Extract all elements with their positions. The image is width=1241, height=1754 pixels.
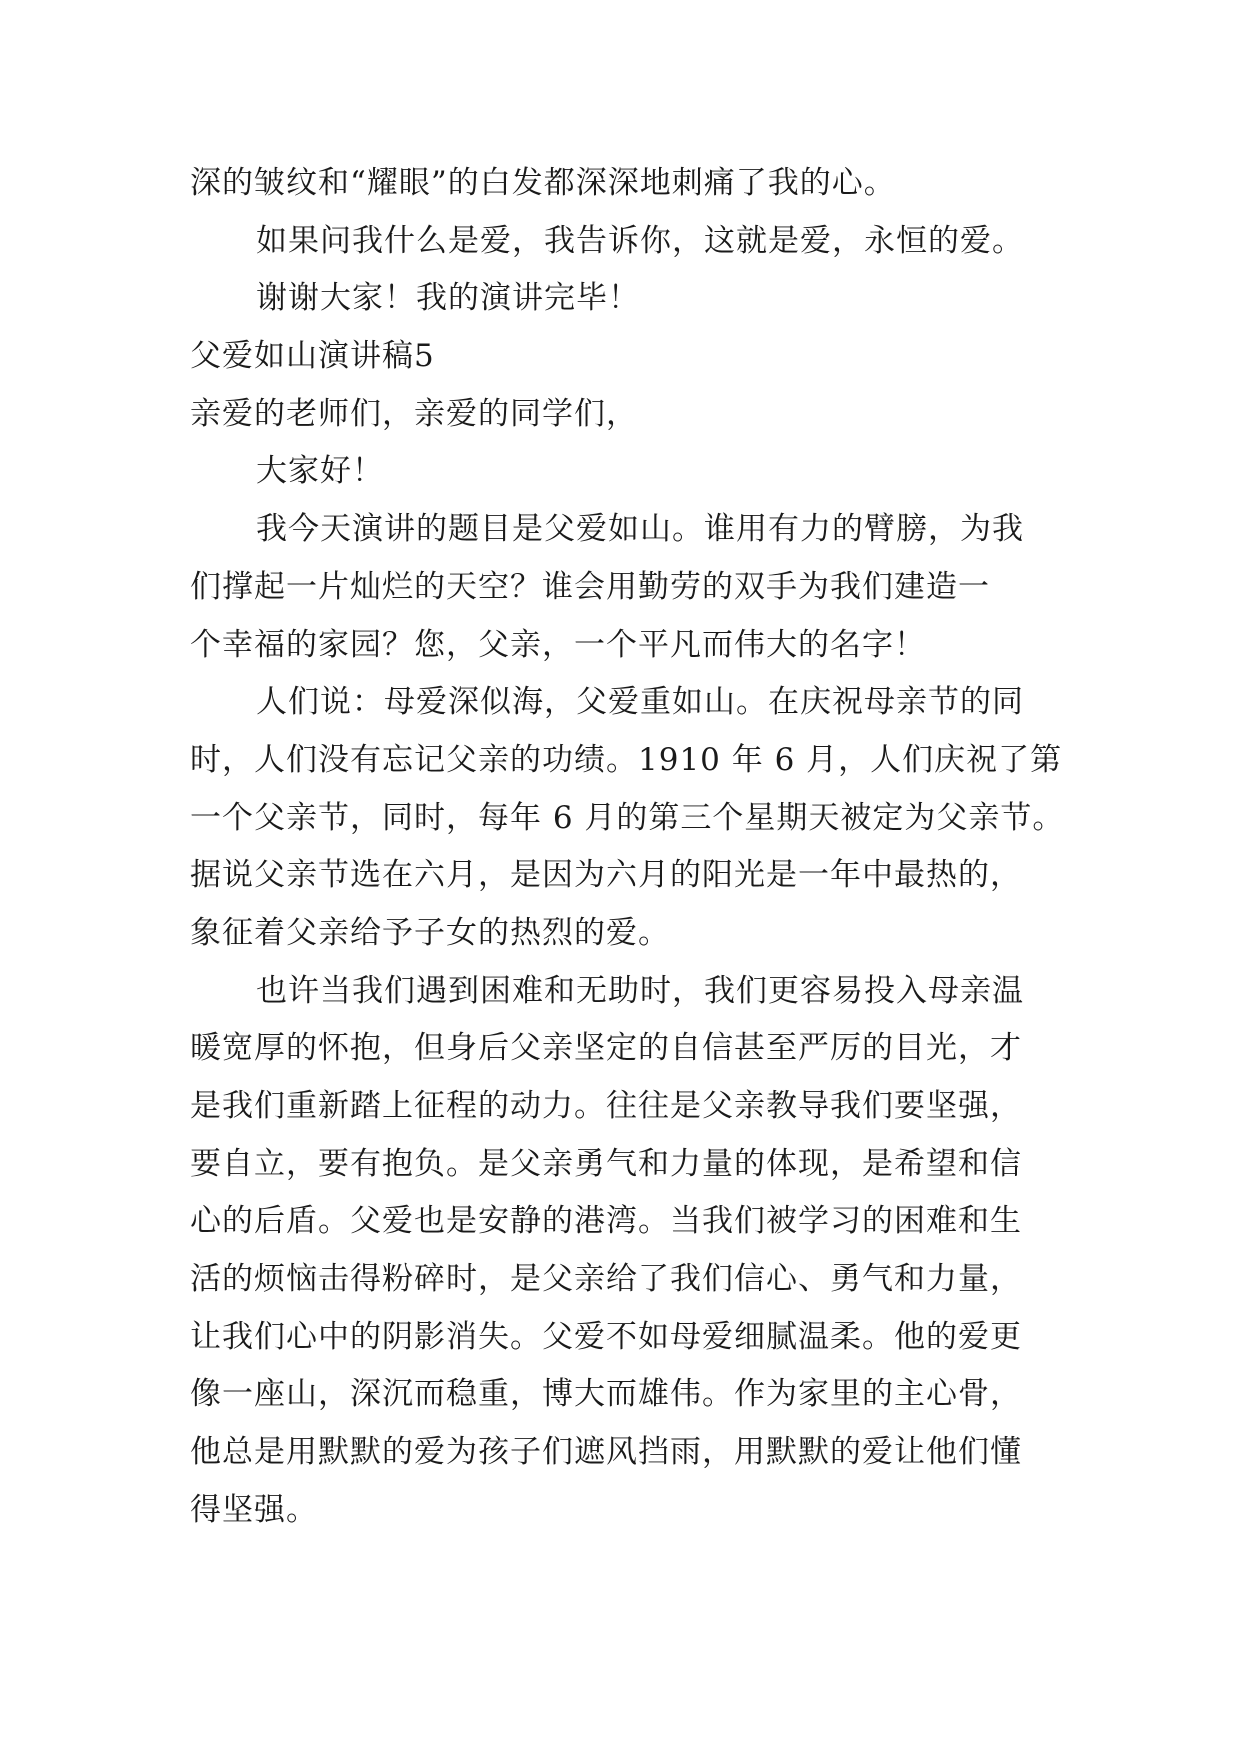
- text-line: 是我们重新踏上征程的动力。往往是父亲教导我们要坚强，: [190, 1088, 1022, 1124]
- text-line: 也许当我们遇到困难和无助时，我们更容易投入母亲温: [256, 972, 1024, 1009]
- text-line: 如果问我什么是爱，我告诉你，这就是爱，永恒的爱。: [256, 222, 1024, 259]
- text-line: 暖宽厚的怀抱，但身后父亲坚定的自信甚至严厉的目光，才: [190, 1030, 1022, 1067]
- text-line: 个幸福的家园？您，父亲，一个平凡而伟大的名字！: [190, 626, 926, 663]
- document-body: [190, 155, 1070, 1540]
- text-line: 像一座山，深沉而稳重，博大而雄伟。作为家里的主心骨，: [190, 1376, 1022, 1413]
- text-line: 他总是用默默的爱为孩子们遮风挡雨，用默默的爱让他们懂: [190, 1434, 1022, 1471]
- text-line: 让我们心中的阴影消失。父爱不如母爱细腻温柔。他的爱更: [190, 1318, 1022, 1355]
- text-line: 谢谢大家！我的演讲完毕！: [256, 280, 640, 317]
- text-line: 时，人们没有忘记父亲的功绩。1910 年 6 月，人们庆祝了第: [190, 741, 1063, 778]
- salutation: 亲爱的老师们，亲爱的同学们，: [190, 395, 638, 432]
- text-line: 我今天演讲的题目是父爱如山。谁用有力的臂膀，为我: [256, 511, 1024, 548]
- text-line: 们撑起一片灿烂的天空？谁会用勤劳的双手为我们建造一: [190, 568, 990, 605]
- text-line: 人们说：母爱深似海，父爱重如山。在庆祝母亲节的同: [256, 684, 1024, 721]
- text-line: 深的皱纹和“耀眼”的白发都深深地刺痛了我的心。: [190, 165, 896, 201]
- text-line: 据说父亲节选在六月，是因为六月的阳光是一年中最热的，: [190, 857, 1022, 894]
- text-line: 一个父亲节，同时，每年 6 月的第三个星期天被定为父亲节。: [190, 799, 1065, 836]
- greeting: 大家好！: [256, 453, 384, 490]
- text-line: 得坚强。: [190, 1491, 318, 1528]
- text-line: 活的烦恼击得粉碎时，是父亲给了我们信心、勇气和力量，: [190, 1261, 1022, 1298]
- text-line: 要自立，要有抱负。是父亲勇气和力量的体现，是希望和信: [190, 1145, 1022, 1182]
- text-line: 象征着父亲给予子女的热烈的爱。: [190, 914, 670, 951]
- section-title: 父爱如山演讲稿5: [190, 338, 435, 375]
- text-line: 心的后盾。父爱也是安静的港湾。当我们被学习的困难和生: [190, 1203, 1022, 1240]
